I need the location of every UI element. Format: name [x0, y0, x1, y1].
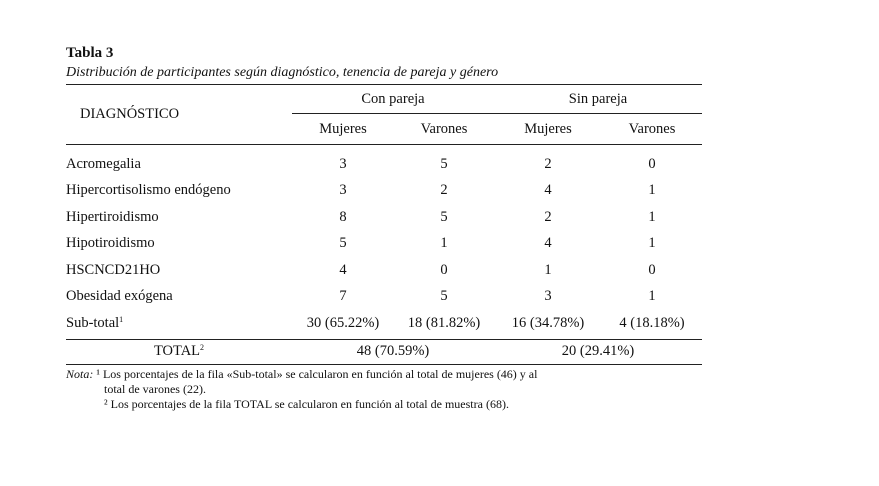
- cell-value: 1: [544, 261, 552, 278]
- row-label: Hipotiroidismo: [66, 235, 155, 252]
- note-2: [66, 397, 702, 412]
- cell-value: 3: [339, 155, 347, 172]
- cell-value: 2: [544, 208, 552, 225]
- subtotal-value: 18 (81.82%): [407, 314, 481, 331]
- table-row: [66, 284, 702, 311]
- footnote-marker: 2: [200, 343, 205, 352]
- cell-value: 1: [440, 235, 448, 252]
- subtotal-value: 16 (34.78%): [511, 314, 585, 331]
- total-label-text: TOTAL: [153, 343, 201, 359]
- subtotal-value: 4 (18.18%): [619, 314, 685, 331]
- header-subcol: Mujeres: [494, 114, 602, 145]
- total-value-sin-pareja: 20 (29.41%): [494, 339, 702, 364]
- distribution-table: [66, 84, 702, 365]
- note-2-marker: ²: [104, 396, 108, 411]
- table-notes: [66, 367, 702, 412]
- table-row: [66, 231, 702, 258]
- row-label: Acromegalia: [66, 155, 141, 172]
- table-row: [66, 145, 702, 178]
- header-subcol: Varones: [394, 114, 494, 145]
- header-diagnosis: DIAGNÓSTICO: [66, 85, 292, 145]
- row-label: Hipercortisolismo endógeno: [66, 182, 231, 199]
- cell-value: 3: [544, 288, 552, 305]
- cell-value: 8: [339, 208, 347, 225]
- total-row: [66, 339, 702, 364]
- row-label: HSCNCD21HO: [66, 261, 161, 278]
- cell-value: 1: [648, 182, 656, 199]
- total-value-con-pareja: 48 (70.59%): [292, 339, 494, 364]
- note-1: [66, 367, 702, 382]
- cell-value: 2: [440, 182, 448, 199]
- note-prefix: Nota:: [66, 366, 94, 381]
- subtotal-label-text: Sub-total: [66, 314, 120, 331]
- note-1-marker: ¹: [96, 366, 100, 381]
- header-subcol: Varones: [602, 114, 702, 145]
- footnote-marker: 1: [119, 314, 124, 324]
- header-group-sin-pareja: Sin pareja: [568, 90, 628, 107]
- note-1-text: Los porcentajes de la fila «Sub-total» se calcularon en función al total de mujeres (46) y al: [102, 366, 538, 381]
- table-caption: Distribución de participantes según diagnóstico, tenencia de pareja y género: [66, 65, 499, 80]
- cell-value: 5: [440, 155, 448, 172]
- cell-value: 1: [648, 208, 656, 225]
- cell-value: 7: [339, 288, 347, 305]
- header-group-con-pareja: Con pareja: [361, 90, 425, 107]
- cell-value: 4: [339, 261, 347, 278]
- cell-value: 5: [440, 208, 448, 225]
- table-row: [66, 178, 702, 205]
- note-1-continuation: total de varones (22).: [104, 381, 206, 396]
- table-title: Tabla 3: [66, 45, 114, 61]
- cell-value: 4: [544, 235, 552, 252]
- table-row: [66, 257, 702, 284]
- cell-value: 5: [339, 235, 347, 252]
- table-row: [66, 204, 702, 231]
- cell-value: 3: [339, 182, 347, 199]
- cell-value: 0: [440, 261, 448, 278]
- subtotal-label: [66, 310, 292, 339]
- subtotal-row: [66, 310, 702, 339]
- total-label: [66, 339, 292, 364]
- cell-value: 2: [544, 155, 552, 172]
- row-label: Hipertiroidismo: [66, 208, 159, 225]
- cell-value: 1: [648, 288, 656, 305]
- cell-value: 4: [544, 182, 552, 199]
- cell-value: 0: [648, 261, 656, 278]
- table-block: [66, 44, 702, 412]
- note-2-text: Los porcentajes de la fila TOTAL se calcularon en función al total de muestra (68).: [110, 396, 509, 411]
- subtotal-value: 30 (65.22%): [306, 314, 380, 331]
- cell-value: 1: [648, 235, 656, 252]
- cell-value: 0: [648, 155, 656, 172]
- row-label: Obesidad exógena: [66, 288, 173, 305]
- cell-value: 5: [440, 288, 448, 305]
- header-subcol: Mujeres: [292, 114, 394, 145]
